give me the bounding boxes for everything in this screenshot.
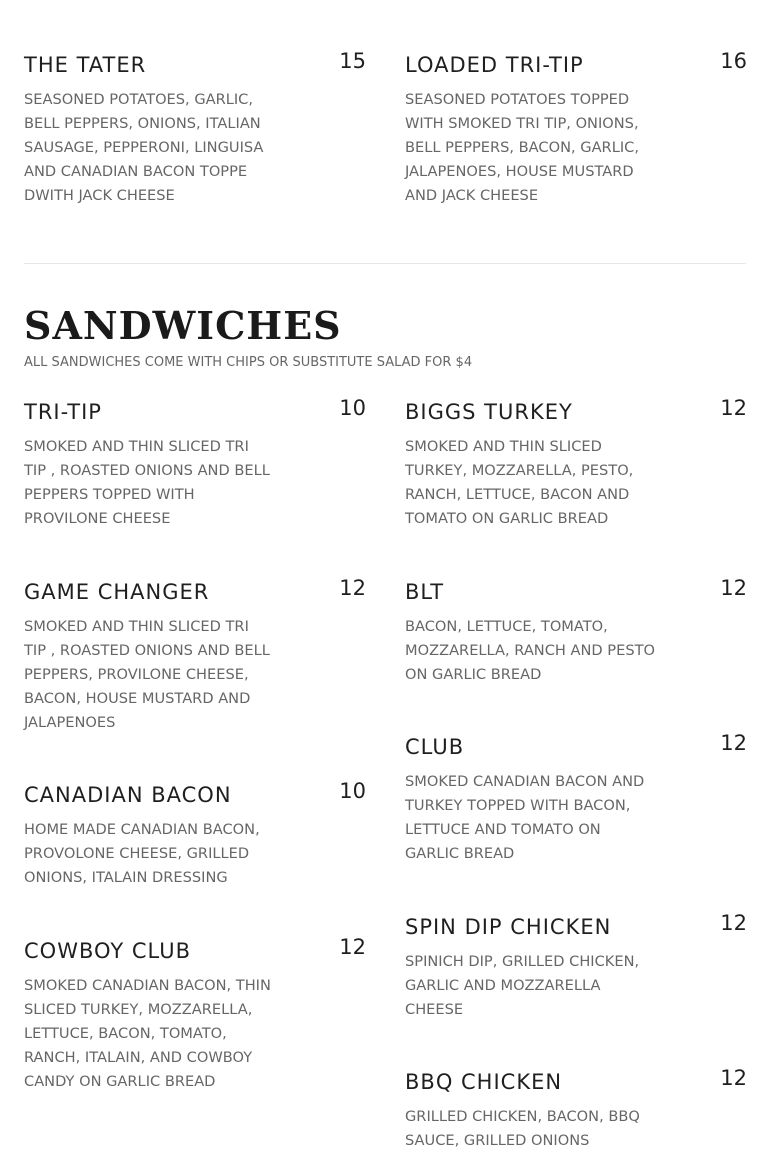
item-price: 12 — [720, 1066, 747, 1090]
section-divider — [24, 263, 746, 264]
item-name: BLT — [405, 580, 445, 604]
item-name: BIGGS TURKEY — [405, 400, 573, 424]
section-title: SANDWICHES — [24, 303, 342, 348]
item-description: BACON, LETTUCE, TOMATO, MOZZARELLA, RANCH AND PESTO ON GARLIC BREAD — [405, 618, 655, 683]
item-price: 10 — [339, 396, 366, 420]
item-name: TRI-TIP — [24, 400, 102, 424]
item-price: 12 — [720, 911, 747, 935]
item-name: CANADIAN BACON — [24, 783, 232, 807]
item-description: SEASONED POTATOES TOPPED WITH SMOKED TRI TIP, ONIONS, BELL PEPPERS, BACON, GARLIC, JALAPENOES, HOUSE MUSTARD AND JACK CHEESE — [405, 91, 639, 204]
item-description: SMOKED AND THIN SLICED TRI TIP , ROASTED ONIONS AND BELL PEPPERS, PROVILONE CHEESE, BACON, HOUSE MUSTARD AND JALAPENOES — [24, 618, 270, 731]
item-description: SMOKED CANADIAN BACON, THIN SLICED TURKEY, MOZZARELLA, LETTUCE, BACON, TOMATO, RANCH, ITALAIN, AND COWBOY CANDY ON GARLIC BREAD — [24, 977, 271, 1090]
item-price: 12 — [720, 576, 747, 600]
item-name: COWBOY CLUB — [24, 939, 191, 963]
item-price: 12 — [720, 396, 747, 420]
item-price: 15 — [339, 49, 366, 73]
item-price: 16 — [720, 49, 747, 73]
item-description: GRILLED CHICKEN, BACON, BBQ SAUCE, GRILLED ONIONS — [405, 1108, 640, 1149]
item-description: SMOKED AND THIN SLICED TRI TIP , ROASTED ONIONS AND BELL PEPPERS TOPPED WITH PROVILONE CHEESE — [24, 438, 270, 527]
item-price: 12 — [339, 576, 366, 600]
item-description: HOME MADE CANADIAN BACON, PROVOLONE CHEESE, GRILLED ONIONS, ITALAIN DRESSING — [24, 821, 260, 886]
item-name: SPIN DIP CHICKEN — [405, 915, 612, 939]
item-description: SPINICH DIP, GRILLED CHICKEN, GARLIC AND MOZZARELLA CHEESE — [405, 953, 640, 1018]
item-name: BBQ CHICKEN — [405, 1070, 563, 1094]
item-price: 12 — [339, 935, 366, 959]
item-description: SMOKED CANADIAN BACON AND TURKEY TOPPED WITH BACON, LETTUCE AND TOMATO ON GARLIC BREAD — [405, 773, 645, 862]
item-name: THE TATER — [24, 53, 147, 77]
item-name: GAME CHANGER — [24, 580, 210, 604]
item-description: SEASONED POTATOES, GARLIC, BELL PEPPERS, ONIONS, ITALIAN SAUSAGE, PEPPERONI, LINGUISA AND CANADIAN BACON TOPPE DWITH JACK CHEESE — [24, 91, 264, 204]
item-price: 12 — [720, 731, 747, 755]
item-price: 10 — [339, 779, 366, 803]
section-note: ALL SANDWICHES COME WITH CHIPS OR SUBSTITUTE SALAD FOR $4 — [24, 355, 473, 370]
item-description: SMOKED AND THIN SLICED TURKEY, MOZZARELLA, PESTO, RANCH, LETTUCE, BACON AND TOMATO ON GARLIC BREAD — [405, 438, 634, 527]
item-name: LOADED TRI-TIP — [405, 53, 584, 77]
item-name: CLUB — [405, 735, 465, 759]
